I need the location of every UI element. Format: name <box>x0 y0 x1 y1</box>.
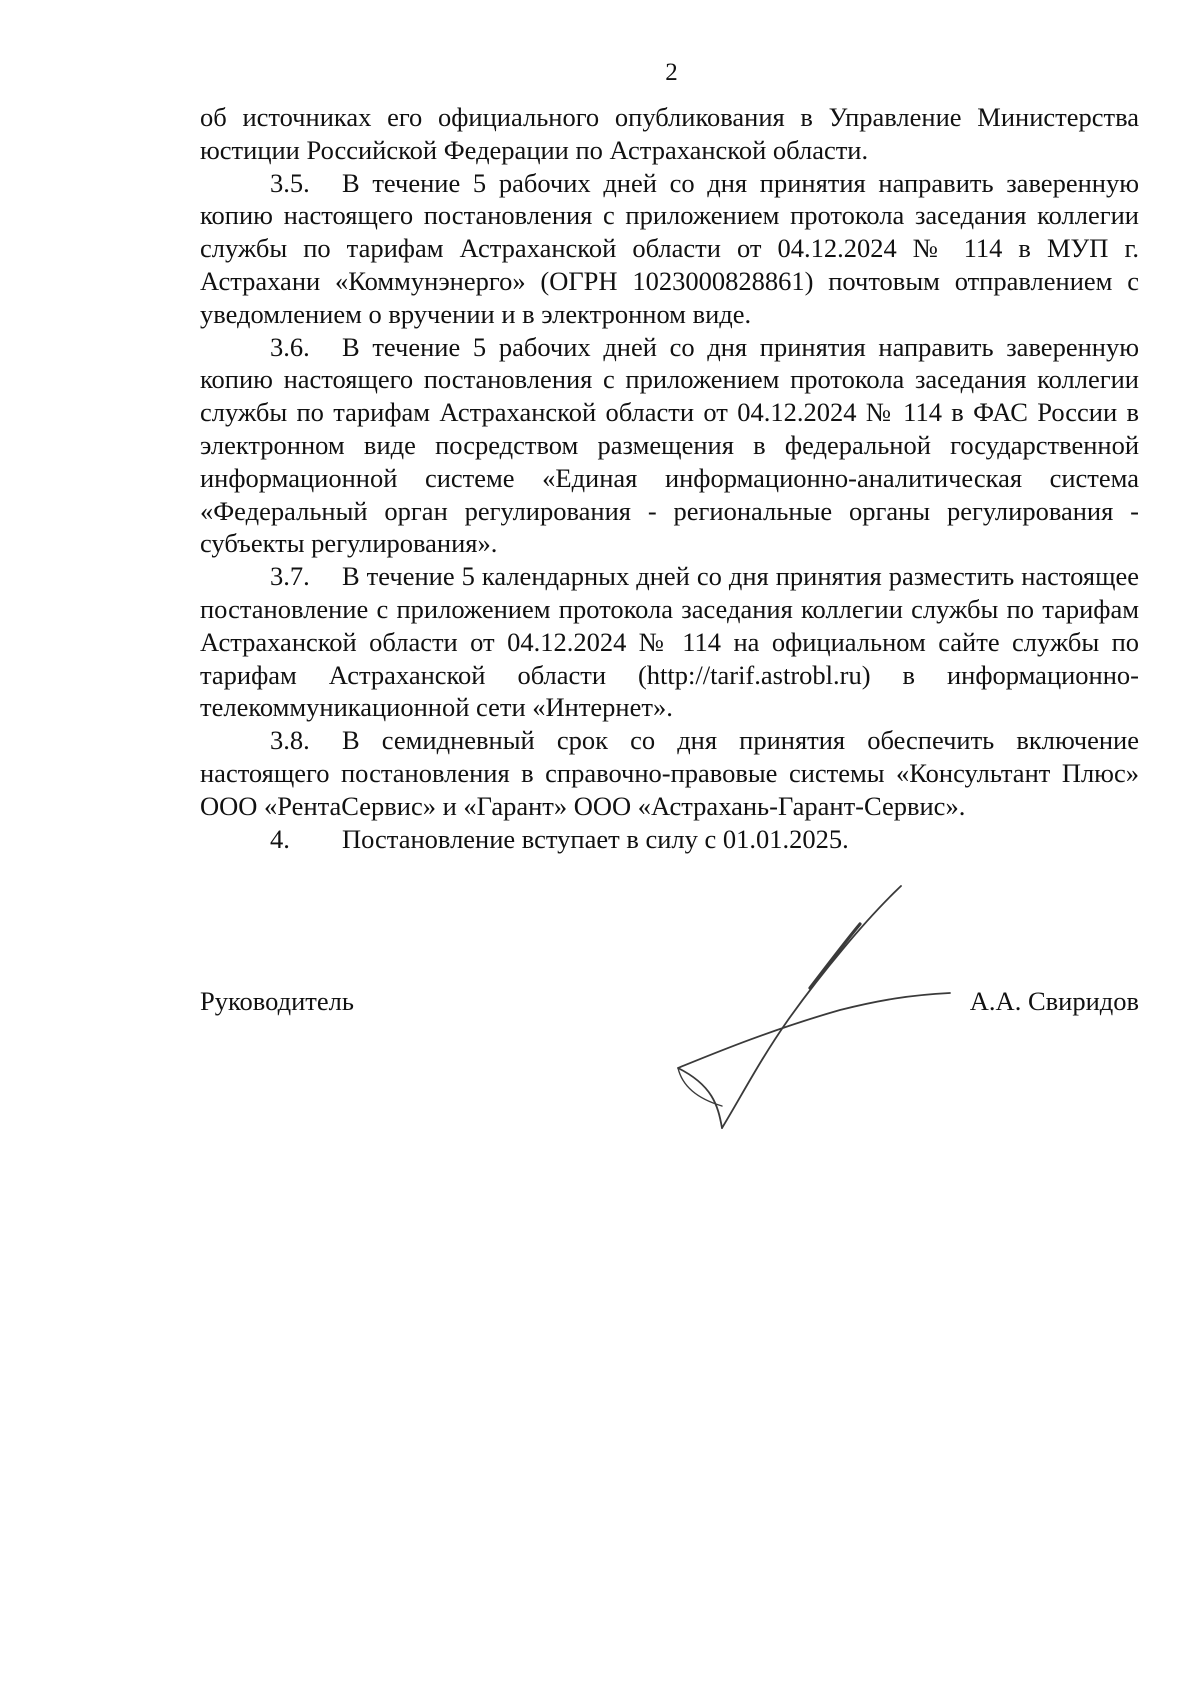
clause-text: В течение 5 рабочих дней со дня принятия направить заверенную копию настоящего постановления с приложением протокола заседания коллегии службы по тарифам Астраханской области от 04.12.2024 № 114 в МУП г. Астрахани «Коммунэнерго» (ОГРН 1023000828861) почтовым отправлением с уведомлением о вручении и в электронном виде. <box>200 167 1139 329</box>
signature-stroke-thick <box>810 924 860 988</box>
paragraph-text: об источниках его официального опубликования в Управление Министерства юстиции Российской Федерации по Астраханской области. <box>200 102 1139 165</box>
signature-stroke-tail <box>678 1068 722 1106</box>
clause-text: В течение 5 рабочих дней со дня принятия направить заверенную копию настоящего постановления с приложением протокола заседания коллегии службы по тарифам Астраханской области от 04.12.2024 № 114 в ФАС России в электронном виде посредством размещения в федеральной государственной информационной системе «Единая информационно-аналитическая система «Федеральный орган регулирования - региональные органы регулирования - субъекты регулирования». <box>200 331 1139 559</box>
clause-3-8 <box>200 724 1139 822</box>
clause-number: 3.7. <box>270 561 310 592</box>
clause-3-6 <box>200 331 1139 561</box>
page-number: 2 <box>665 59 678 86</box>
paragraph-continuation <box>200 101 1139 167</box>
signature-stroke-main <box>722 886 901 1128</box>
signature-stroke-loop <box>678 993 950 1128</box>
clause-text: В течение 5 календарных дней со дня принятия разместить настоящее постановление с приложением протокола заседания коллегии службы по тарифам Астраханской области от 04.12.2024 № 114 на официальном сайте службы по тарифам Астраханской области (http://tarif.astrobl.ru) в информационно-телекоммуникационной сети «Интернет». <box>200 561 1139 723</box>
document-body <box>200 101 1139 855</box>
signatory-name: А.А. Свиридов <box>969 986 1139 1016</box>
clause-number: 3.8. <box>270 725 310 756</box>
clause-text: В семидневный срок со дня принятия обеспечить включение настоящего постановления в справочно-правовые системы «Консультант Плюс» ООО «РентаСервис» и «Гарант» ООО «Астрахань-Гарант-Сервис». <box>200 725 1139 821</box>
clause-3-7 <box>200 560 1139 724</box>
signatory-title: Руководитель <box>200 986 354 1016</box>
clause-number: 4. <box>270 823 290 854</box>
clause-number: 3.6. <box>270 331 310 362</box>
clause-4 <box>200 823 1139 856</box>
handwritten-signature <box>660 880 960 1160</box>
clause-text: Постановление вступает в силу с 01.01.2025. <box>342 823 849 854</box>
clause-number: 3.5. <box>270 167 310 198</box>
clause-3-5 <box>200 167 1139 331</box>
